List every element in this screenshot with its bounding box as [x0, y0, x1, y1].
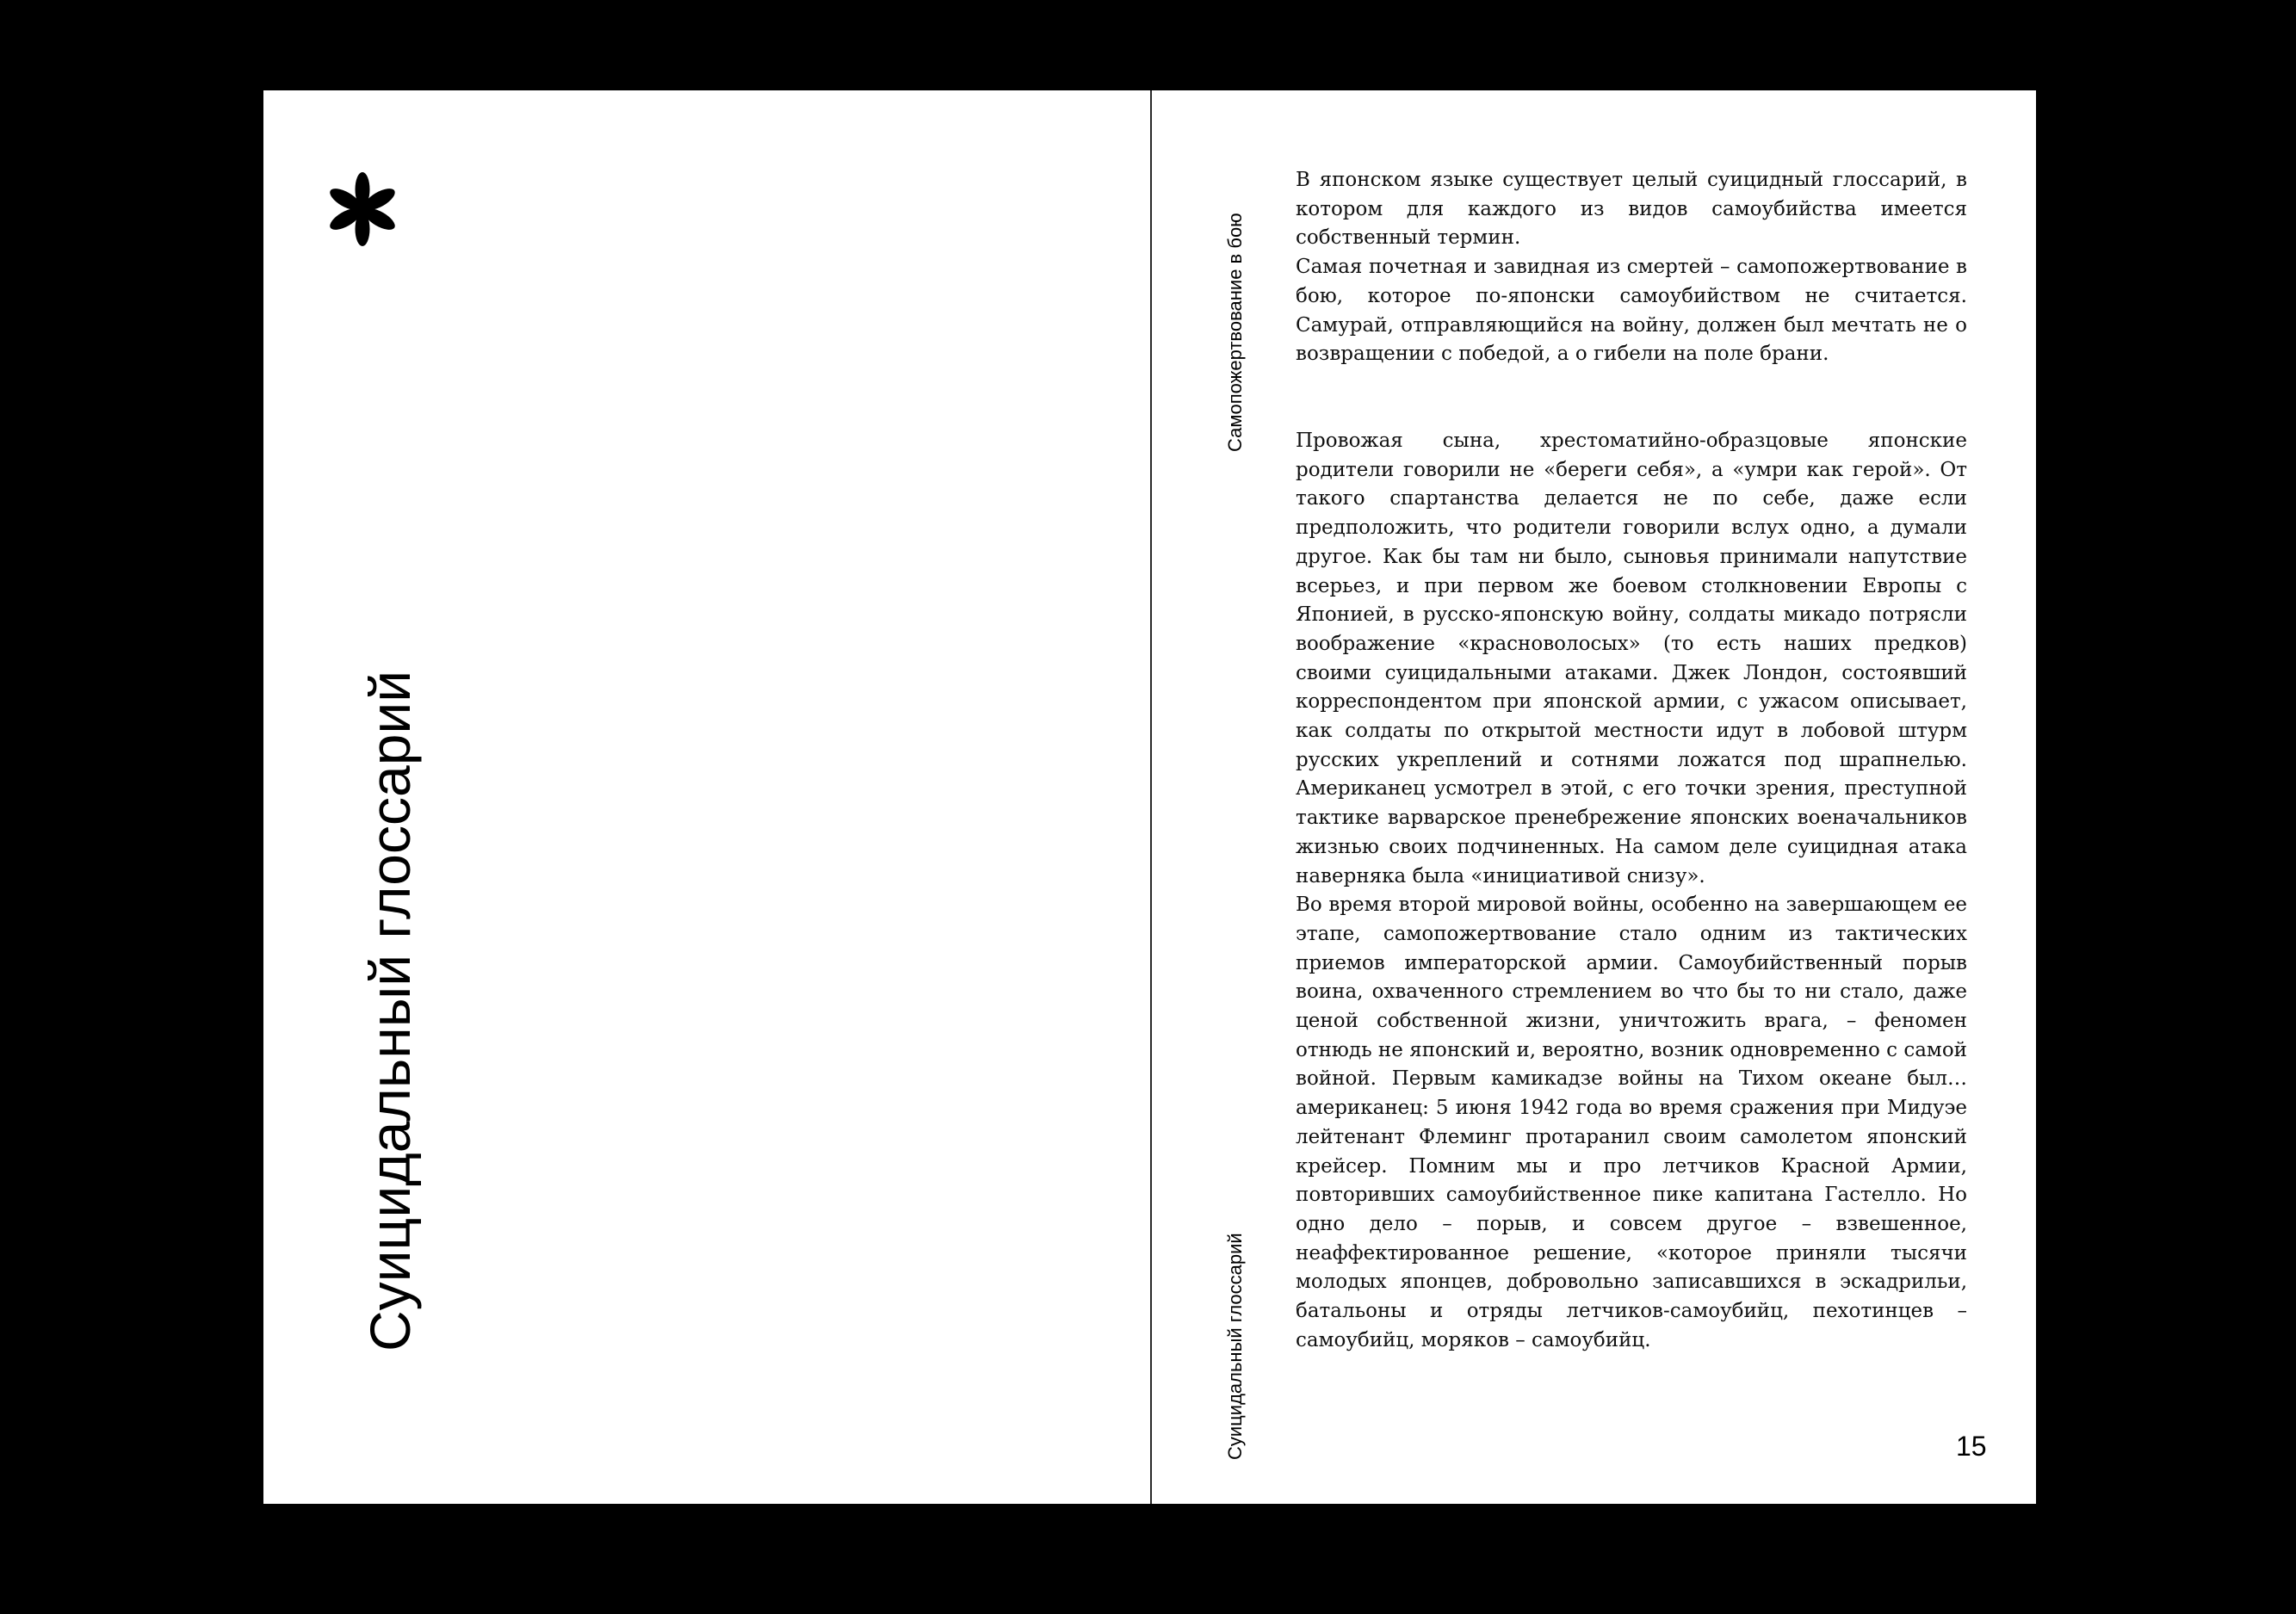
- paragraph: Во время второй мировой войны, особенно на завершающем ее этапе, самопожертвование стало одним из тактических приемов императорской армии. Самоубийственный порыв воина, охваченного стремлением во что бы то ни стало, даже ценой собственной жизни, уничтожить врага, – феномен отнюдь не японский и, вероятно, возник одновременно с самой войной. Первым камикадзе войны на Тихом океане был… американец: 5 июня 1942 года во время сражения при Мидуэе лейтенант Флеминг протаранил своим самолетом японский крейсер. Помним мы и про летчиков Красной Армии, повторивших самоубийственное пике капитана Гастелло. Но одно дело – порыв, и совсем другое – взвешенное, неаффектированное решение, «которое приняли тысячи молодых японцев, добровольно записавшихся в эскадрильи, батальоны и отряды летчиков-самоубийц, пехотинцев – самоубийц, моряков – самоубийц.: [1296, 894, 1967, 1351]
- chapter-title: Суицидальный глоссарий: [358, 670, 422, 1351]
- book-spine: [1150, 90, 1152, 1504]
- paragraph: Провожая сына, хрестоматийно-образцовые японские родители говорили не «береги себя», а «умри как герой». От такого спартанства делается не по себе, даже если предположить, что родители говорили вслух одно, а думали другое. Как бы там ни было, сыновья принимали напутствие всерьез, и при первом же боевом столкновении Европы с Японией, в русско-японскую войну, солдаты микадо потрясли воображение «красноволосых» (то есть наших предков) своими суицидальными атаками. Джек Лондон, состоявший корреспондентом при японской армии, с ужасом описывает, как солдаты по открытой местности идут в лобовой штурм русских укреплений и сотнями ложатся под шрапнелью. Американец усмотрел в этой, с его точки зрения, преступной тактике варварское пренебрежение японских военачальников жизнью своих подчиненных. На самом деле суицидная атака наверняка была «инициативой снизу».: [1296, 430, 1967, 887]
- page-number: 15: [1956, 1431, 1987, 1462]
- paragraph: Самая почетная и завидная из смертей – самопожертвование в бою, которое по-японски самоубийством не считается. Самурай, отправляющийся на войну, должен был мечтать не о возвращении с победой, а о гибели на поле брани.: [1296, 256, 1967, 366]
- running-head-section: Самопожертвование в бою: [1224, 213, 1246, 452]
- main-text-block: [1296, 427, 1967, 1356]
- asterisk-icon: [325, 172, 399, 246]
- paragraph: В японском языке существует целый суицидный глоссарий, в котором для каждого из видов самоубийства имеется собственный термин.: [1296, 169, 1967, 250]
- intro-text-block: [1296, 166, 1967, 369]
- running-head-chapter: Суицидальный глоссарий: [1224, 1233, 1246, 1460]
